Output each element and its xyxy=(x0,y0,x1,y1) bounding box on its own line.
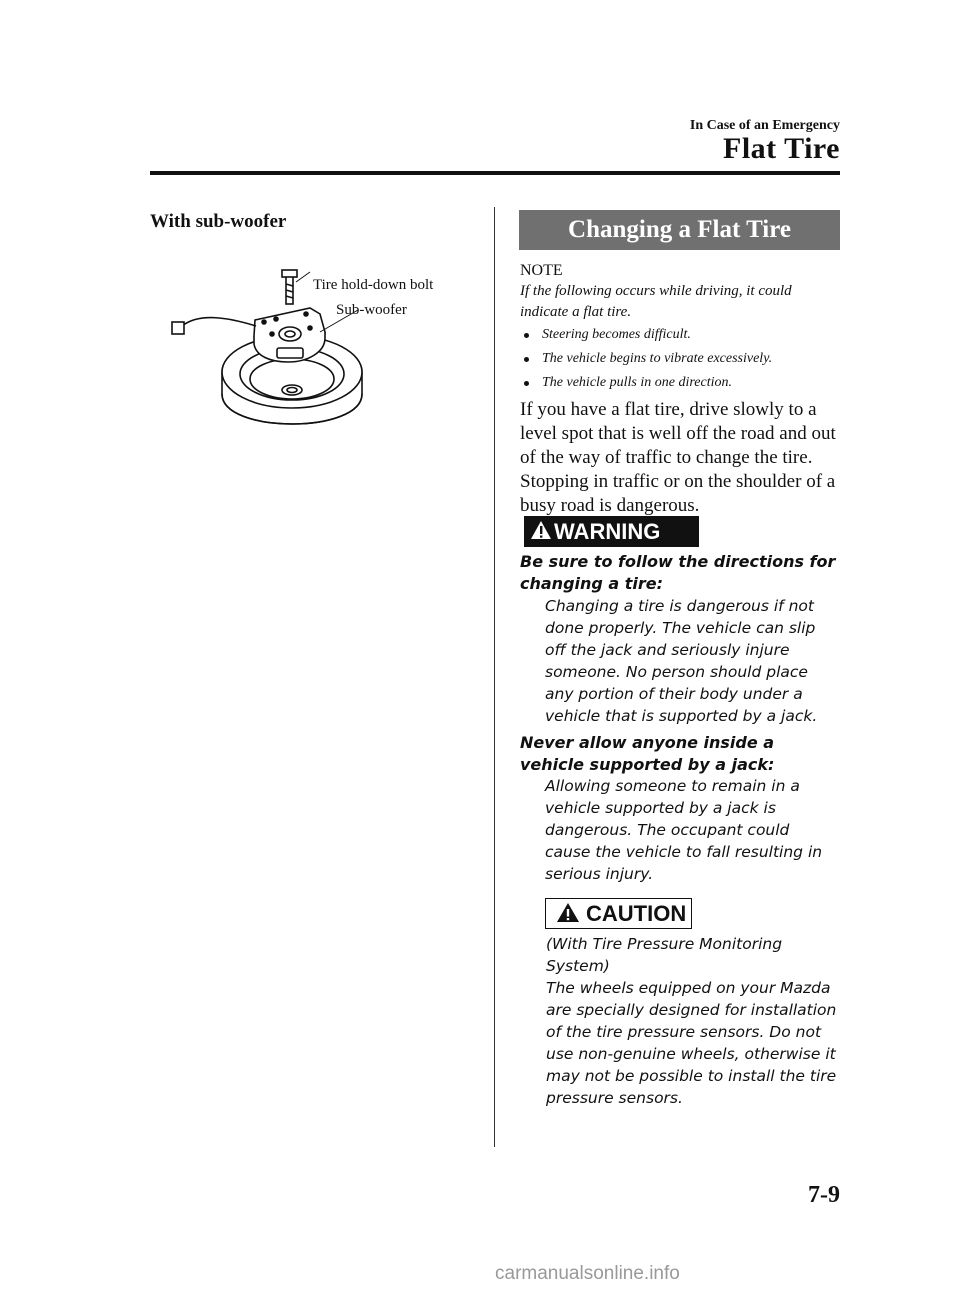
warning-label-box xyxy=(524,516,699,547)
header-rule xyxy=(150,171,840,175)
page-number: 7-9 xyxy=(808,1182,840,1208)
watermark: carmanualsonline.info xyxy=(495,1263,680,1284)
caution-triangle-icon xyxy=(556,902,580,923)
figure-heading: With sub-woofer xyxy=(150,211,287,232)
label-tire-hold-down-bolt: Tire hold-down bolt xyxy=(313,277,434,293)
column-divider xyxy=(494,207,495,1147)
caution-body: (With Tire Pressure Monitoring System) The wheels equipped on your Mazda are specially designed for installation of the tire pressure sensors. Do not use non-genuine wheels, otherwise it may not be possible to install the tire pressure sensors. xyxy=(546,935,837,1107)
section-label: In Case of an Emergency xyxy=(689,118,840,133)
warning-label: WARNING xyxy=(554,519,661,544)
warning-item-heading: Never allow anyone inside a vehicle supported by a jack: xyxy=(520,733,775,774)
section-banner: Changing a Flat Tire xyxy=(519,210,840,250)
list-item: The vehicle begins to vibrate excessively. xyxy=(520,347,840,371)
note-intro: If the following occurs while driving, it could indicate a flat tire. xyxy=(520,283,792,320)
list-item: The vehicle pulls in one direction. xyxy=(520,371,840,395)
label-sub-woofer: Sub-woofer xyxy=(336,302,407,318)
list-item: Steering becomes difficult. xyxy=(520,323,840,347)
warning-item-heading: Be sure to follow the directions for changing a tire: xyxy=(520,552,836,593)
warning-triangle-icon xyxy=(530,520,552,540)
body-paragraph: If you have a flat tire, drive slowly to a level spot that is well off the road and out of the way of traffic to change the tire. Stopping in traffic or on the shoulder of a busy road is dangerous. xyxy=(520,399,836,516)
warning-item-body: Allowing someone to remain in a vehicle supported by a jack is dangerous. The occupant could cause the vehicle to fall resulting in serious injury. xyxy=(545,777,823,883)
bolt-leader-line xyxy=(296,272,310,282)
caution-label-box xyxy=(545,898,692,929)
note-list xyxy=(520,323,840,395)
note-title: NOTE xyxy=(520,262,563,279)
caution-label: CAUTION xyxy=(586,901,687,926)
warning-item-body: Changing a tire is dangerous if not done properly. The vehicle can slip off the jack and seriously injure someone. No person should place any portion of their body under a vehicle that is supported by a jack. xyxy=(545,597,818,725)
subwoofer-illustration xyxy=(160,262,460,462)
page-title: Flat Tire xyxy=(723,132,840,165)
